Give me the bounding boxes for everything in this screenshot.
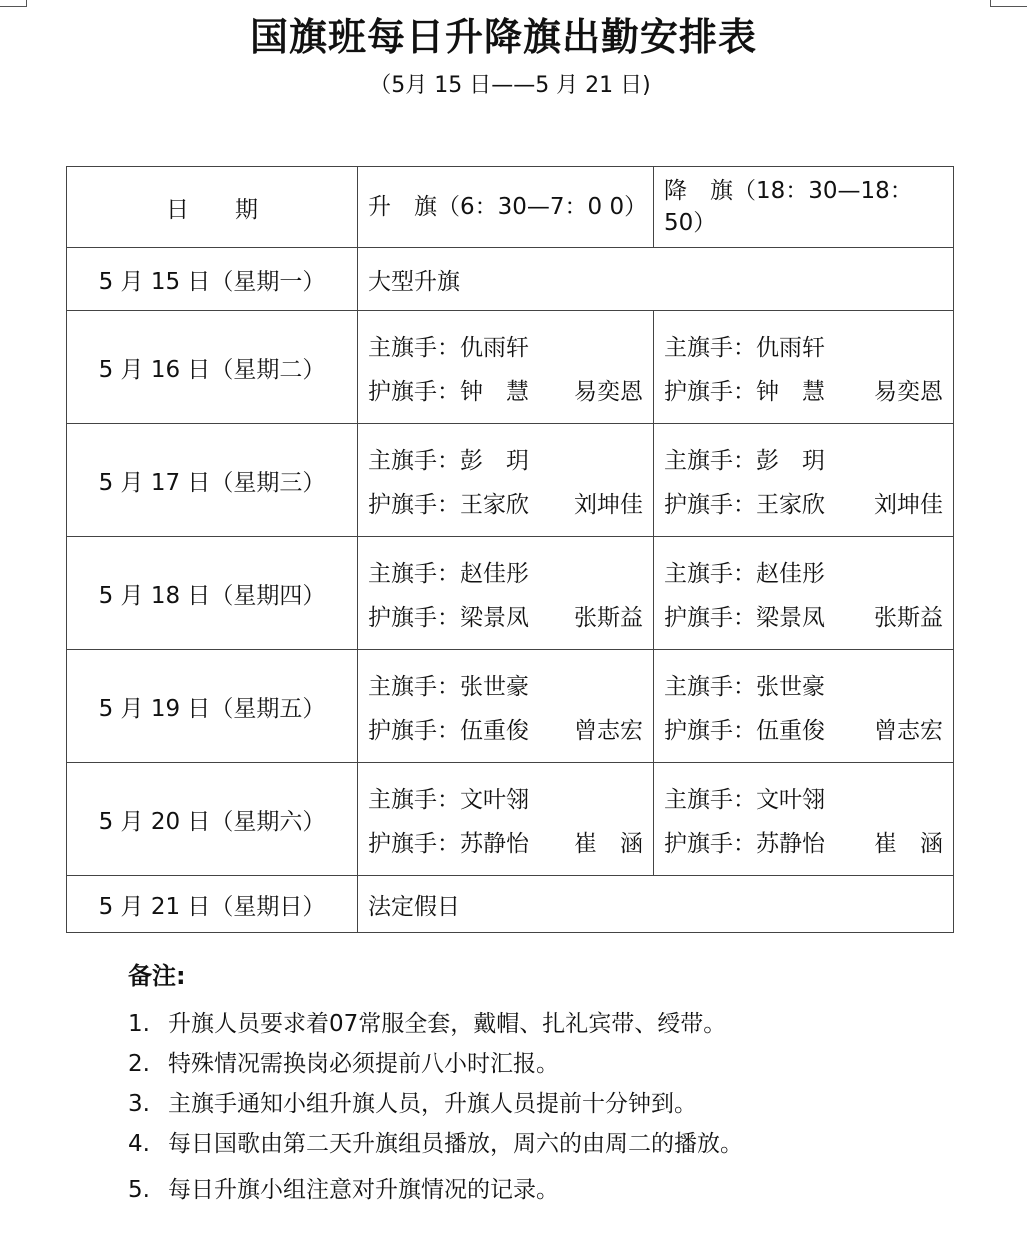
main-bearer: 主旗手：彭 玥 [664, 447, 825, 474]
row-merged-cell: 大型升旗 [358, 248, 954, 311]
guard-bearers: 护旗手：钟 慧 易奕恩 [368, 378, 643, 405]
table-row [67, 248, 954, 311]
guard-bearers: 护旗手：钟 慧 易奕恩 [664, 378, 943, 405]
page-subtitle: （5月 15 日——5 月 21 日) [369, 73, 651, 98]
table-row [67, 424, 954, 537]
guard-bearers: 护旗手：苏静怡 崔 涵 [368, 830, 643, 857]
table-row [67, 537, 954, 650]
header-lower: 降 旗（18：30—18：50） [654, 167, 954, 248]
table-header-row [67, 167, 954, 248]
main-bearer: 主旗手：文叶翎 [368, 786, 529, 813]
table-row [67, 650, 954, 763]
lower-cell [654, 537, 954, 650]
row-date: 5 月 20 日（星期六） [67, 763, 358, 876]
guard-bearers: 护旗手：王家欣 刘坤佳 [368, 491, 643, 518]
table-row [67, 876, 954, 933]
main-bearer: 主旗手：仇雨轩 [664, 334, 825, 361]
lower-cell [654, 763, 954, 876]
schedule-table [66, 166, 954, 933]
guard-bearers: 护旗手：梁景凤 张斯益 [664, 604, 943, 631]
raise-cell [358, 650, 654, 763]
raise-cell [358, 311, 654, 424]
note-item: 3. 主旗手通知小组升旗人员，升旗人员提前十分钟到。 [128, 1091, 697, 1117]
main-bearer: 主旗手：文叶翎 [664, 786, 825, 813]
raise-cell [358, 763, 654, 876]
main-bearer: 主旗手：赵佳彤 [664, 560, 825, 587]
row-date: 5 月 18 日（星期四） [67, 537, 358, 650]
row-date: 5 月 16 日（星期二） [67, 311, 358, 424]
main-bearer: 主旗手：赵佳彤 [368, 560, 529, 587]
lower-cell [654, 650, 954, 763]
page-title: 国旗班每日升降旗出勤安排表 [249, 15, 757, 59]
raise-cell [358, 424, 654, 537]
row-date: 5 月 19 日（星期五） [67, 650, 358, 763]
note-item: 2. 特殊情况需换岗必须提前八小时汇报。 [128, 1051, 559, 1077]
lower-cell [654, 424, 954, 537]
notes-list [128, 1004, 743, 1210]
guard-bearers: 护旗手：王家欣 刘坤佳 [664, 491, 943, 518]
table-row [67, 763, 954, 876]
header-date: 日 期 [67, 167, 358, 248]
row-date: 5 月 21 日（星期日） [67, 876, 358, 933]
table-row [67, 311, 954, 424]
raise-cell [358, 537, 654, 650]
main-bearer: 主旗手：彭 玥 [368, 447, 529, 474]
notes-title: 备注: [128, 962, 186, 990]
note-item: 5. 每日升旗小组注意对升旗情况的记录。 [128, 1177, 559, 1203]
main-bearer: 主旗手：仇雨轩 [368, 334, 529, 361]
main-bearer: 主旗手：张世豪 [664, 673, 825, 700]
row-date: 5 月 15 日（星期一） [67, 248, 358, 311]
main-bearer: 主旗手：张世豪 [368, 673, 529, 700]
header-raise: 升 旗（6：30—7：0 0） [358, 167, 654, 248]
guard-bearers: 护旗手：伍重俊 曾志宏 [664, 717, 943, 744]
guard-bearers: 护旗手：梁景凤 张斯益 [368, 604, 643, 631]
note-item: 4. 每日国歌由第二天升旗组员播放，周六的由周二的播放。 [128, 1131, 743, 1157]
guard-bearers: 护旗手：伍重俊 曾志宏 [368, 717, 643, 744]
row-merged-cell: 法定假日 [358, 876, 954, 933]
lower-cell [654, 311, 954, 424]
guard-bearers: 护旗手：苏静怡 崔 涵 [664, 830, 943, 857]
row-date: 5 月 17 日（星期三） [67, 424, 358, 537]
note-item: 1. 升旗人员要求着07常服全套，戴帽、扎礼宾带、绶带。 [128, 1011, 727, 1037]
